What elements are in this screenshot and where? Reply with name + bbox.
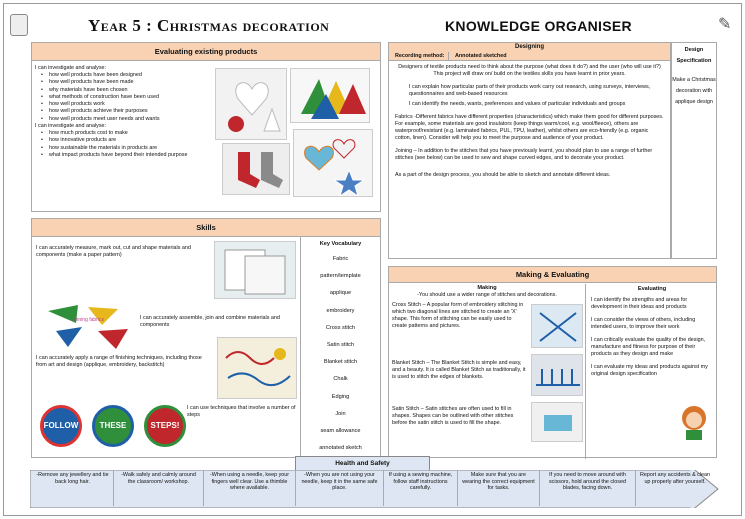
hs-rule: -Remove any jewellery and tie back long hair. bbox=[32, 470, 114, 506]
satin-stitch-text: Satin Stitch – Satin stitches are often used to fill in shapes. Shapes can be outlined with other stitches before the satin stitch is used to fill the shape. bbox=[392, 406, 514, 426]
paper-pattern-photo bbox=[214, 241, 296, 299]
intro-text: I can investigate and analyse: bbox=[35, 123, 107, 130]
heart-star-photo bbox=[293, 129, 373, 197]
joining-fabrics-label: Joining fabrics bbox=[72, 317, 104, 323]
list-item: • how innovative products are bbox=[35, 137, 209, 144]
list-item: • how much products cost to make bbox=[35, 130, 209, 137]
list-item: • what methods of construction have been used bbox=[35, 94, 209, 101]
design-purpose-text: Designers of textile products need to think about the purpose (what does it do?) and the user (who will use it?) bbox=[398, 64, 661, 70]
star-icon: ✎ bbox=[718, 16, 732, 33]
intro-text: I can investigate and analyse: bbox=[35, 65, 107, 71]
vocab-word: Chalk bbox=[333, 376, 348, 383]
evaluating-heading: Evaluating bbox=[637, 286, 667, 292]
hs-rule: If you need to move around with scissors, hold around the closed blades, facing down. bbox=[540, 470, 636, 506]
title-bar bbox=[30, 14, 720, 38]
vocab-heading: Key Vocabulary bbox=[319, 241, 362, 247]
spec-heading: Design Specification bbox=[676, 47, 712, 64]
eval-point: I can evaluate my ideas and products against my original design specification bbox=[591, 364, 708, 377]
spec-text: Make a Christmas decoration with applique design bbox=[672, 77, 716, 105]
embroidery-photo bbox=[217, 337, 297, 399]
fabric-pieces-image bbox=[38, 301, 138, 353]
hs-rule: -Walk safely and calmly around the classroom/ workshop. bbox=[114, 470, 204, 506]
eval-list-1 bbox=[35, 72, 209, 123]
vocab-word: pattern/template bbox=[320, 273, 361, 280]
vocab-word: applique bbox=[329, 290, 352, 297]
eval-list-2 bbox=[35, 130, 209, 159]
design-bullet: I can explain how particular parts of their products work carry out research, using surveys, interviews, questionnaires and web-based resources bbox=[409, 84, 651, 97]
vocab-word: annotated sketch bbox=[319, 445, 362, 452]
health-safety-heading: Health and Safety bbox=[295, 456, 430, 471]
hs-rule: Make sure that you are wearing the correct equipment for tasks. bbox=[458, 470, 540, 506]
eval-point: I can critically evaluate the quality of the design, manufacture and fitness for purpose of their products as they design and make bbox=[591, 337, 706, 357]
section-heading: Making & Evaluating bbox=[389, 267, 716, 283]
step-circle: THESE bbox=[92, 405, 134, 447]
list-item: • what impact products have beyond their intended purpose bbox=[35, 152, 209, 159]
section-heading: Designing bbox=[389, 43, 670, 52]
page-title: Year 5 : Christmas decoration bbox=[88, 16, 330, 35]
spec-section bbox=[671, 42, 717, 259]
vocab-word: Join bbox=[335, 410, 346, 417]
recording-label: Recording method: bbox=[389, 52, 449, 60]
skill-text: I can accurately measure, mark out, cut and shape materials and components (make a paper pattern) bbox=[36, 245, 191, 258]
list-item: • how well products meet user needs and wants bbox=[35, 116, 209, 123]
page-subtitle: KNOWLEDGE ORGANISER bbox=[445, 18, 632, 34]
satin-stitch-photo bbox=[531, 402, 583, 442]
hs-rule: -When using a needle, keep your fingers well clear. Use a thimble where available. bbox=[204, 470, 296, 506]
vocab-word: Edging bbox=[331, 393, 350, 400]
key-vocabulary bbox=[300, 237, 380, 457]
skills-section bbox=[31, 218, 381, 458]
design-bullet: I can identify the needs, wants, preferences and values of particular individuals and groups bbox=[409, 101, 626, 107]
list-item: • why materials have been chosen bbox=[35, 87, 209, 94]
pen-icon bbox=[10, 14, 28, 36]
skill-text: I can use techniques that involve a number of steps bbox=[187, 405, 296, 418]
cross-stitch-text: Cross Stitch – A popular form of embroidery stitching in which two diagonal lines are stitched to create an 'X' shape. This form of stitching can be easily used to create patterns and pictures. bbox=[392, 302, 524, 329]
design-prior-text: This project will draw on/ build on the textiles skills you have learnt in prior years. bbox=[433, 71, 626, 77]
making-heading: Making bbox=[477, 285, 497, 291]
hs-rule: Report any accidents & clean up properly after yourself. bbox=[639, 472, 711, 485]
eval-point: I can identify the strengths and areas for development in their ideas and products bbox=[591, 297, 688, 310]
vocab-word: embroidery bbox=[326, 307, 355, 314]
list-item: • how sustainable the materials in products are bbox=[35, 145, 209, 152]
skill-text: I can accurately apply a range of finishing techniques, including those from art and design (applique, embroidery, backstitch) bbox=[36, 355, 202, 368]
section-heading: Evaluating existing products bbox=[32, 43, 380, 61]
triangle-decorations-photo bbox=[290, 68, 370, 123]
recording-value: Annotated sketched bbox=[455, 53, 507, 59]
blanket-stitch-photo bbox=[531, 354, 583, 396]
making-section bbox=[388, 266, 717, 458]
hs-rule: If using a sewing machine, follow staff instructions carefully. bbox=[384, 470, 458, 506]
design-process-text: As a part of the design process, you should be able to sketch and annotate different ideas. bbox=[395, 172, 611, 178]
making-intro: -You should use a wider range of stitches and decorations. bbox=[417, 292, 557, 298]
eval-point: I can consider the views of others, including intended users, to improve their work bbox=[591, 317, 696, 330]
follow-these-steps-graphic bbox=[40, 405, 188, 449]
skill-text: I can accurately assemble, join and combine materials and components bbox=[140, 315, 280, 328]
vocab-word: Blanket stitch bbox=[323, 359, 358, 366]
section-heading: Skills bbox=[32, 219, 380, 237]
child-illustration bbox=[679, 404, 709, 440]
list-item: • how well products have been designed bbox=[35, 72, 209, 79]
vocab-word: Satin stitch bbox=[326, 342, 355, 349]
decorations-photo bbox=[215, 68, 287, 140]
evaluating-section bbox=[31, 42, 381, 212]
designing-section bbox=[388, 42, 671, 259]
stockings-photo bbox=[222, 143, 290, 195]
blanket-stitch-text: Blanket Stitch – The Blanket Stitch is simple and easy, and a beauty. It is called Blanket Stitch as traditionally, it is used to stitch the edges of blankets. bbox=[392, 360, 526, 380]
vocab-word: Cross stitch bbox=[325, 324, 356, 331]
list-item: • how well products have been made bbox=[35, 79, 209, 86]
fabrics-text: Fabrics -Different fabrics have different properties (characteristics) which make them good for different purposes. For example, some materials are good insulators (keep things warm/cool, e.g. wool/fleece), others are waterproof/resistant (e.g. laminated fabrics, PUL, TPU, leather), whilst others are eco-friendly (e.g. organic cotton, linen). Consider will help you to meet the purpose and audience of your product. bbox=[395, 114, 664, 141]
vocab-word: Fabric bbox=[332, 256, 349, 262]
joining-text: Joining – In addition to the stitches that you have previously learnt, you should plan to use a range of further stitches (see below) can be used to sew and shape curved edges, and to decorate your product. bbox=[395, 148, 653, 161]
cross-stitch-photo bbox=[531, 304, 583, 348]
list-item: • how well products work bbox=[35, 101, 209, 108]
hs-rule: -When you are not using your needle, keep it in the same safe place. bbox=[296, 470, 384, 506]
vocab-word: seam allowance bbox=[320, 428, 361, 435]
step-circle: STEPS! bbox=[144, 405, 186, 447]
step-circle: FOLLOW bbox=[40, 405, 82, 447]
list-item: • how well products achieve their purposes bbox=[35, 108, 209, 115]
